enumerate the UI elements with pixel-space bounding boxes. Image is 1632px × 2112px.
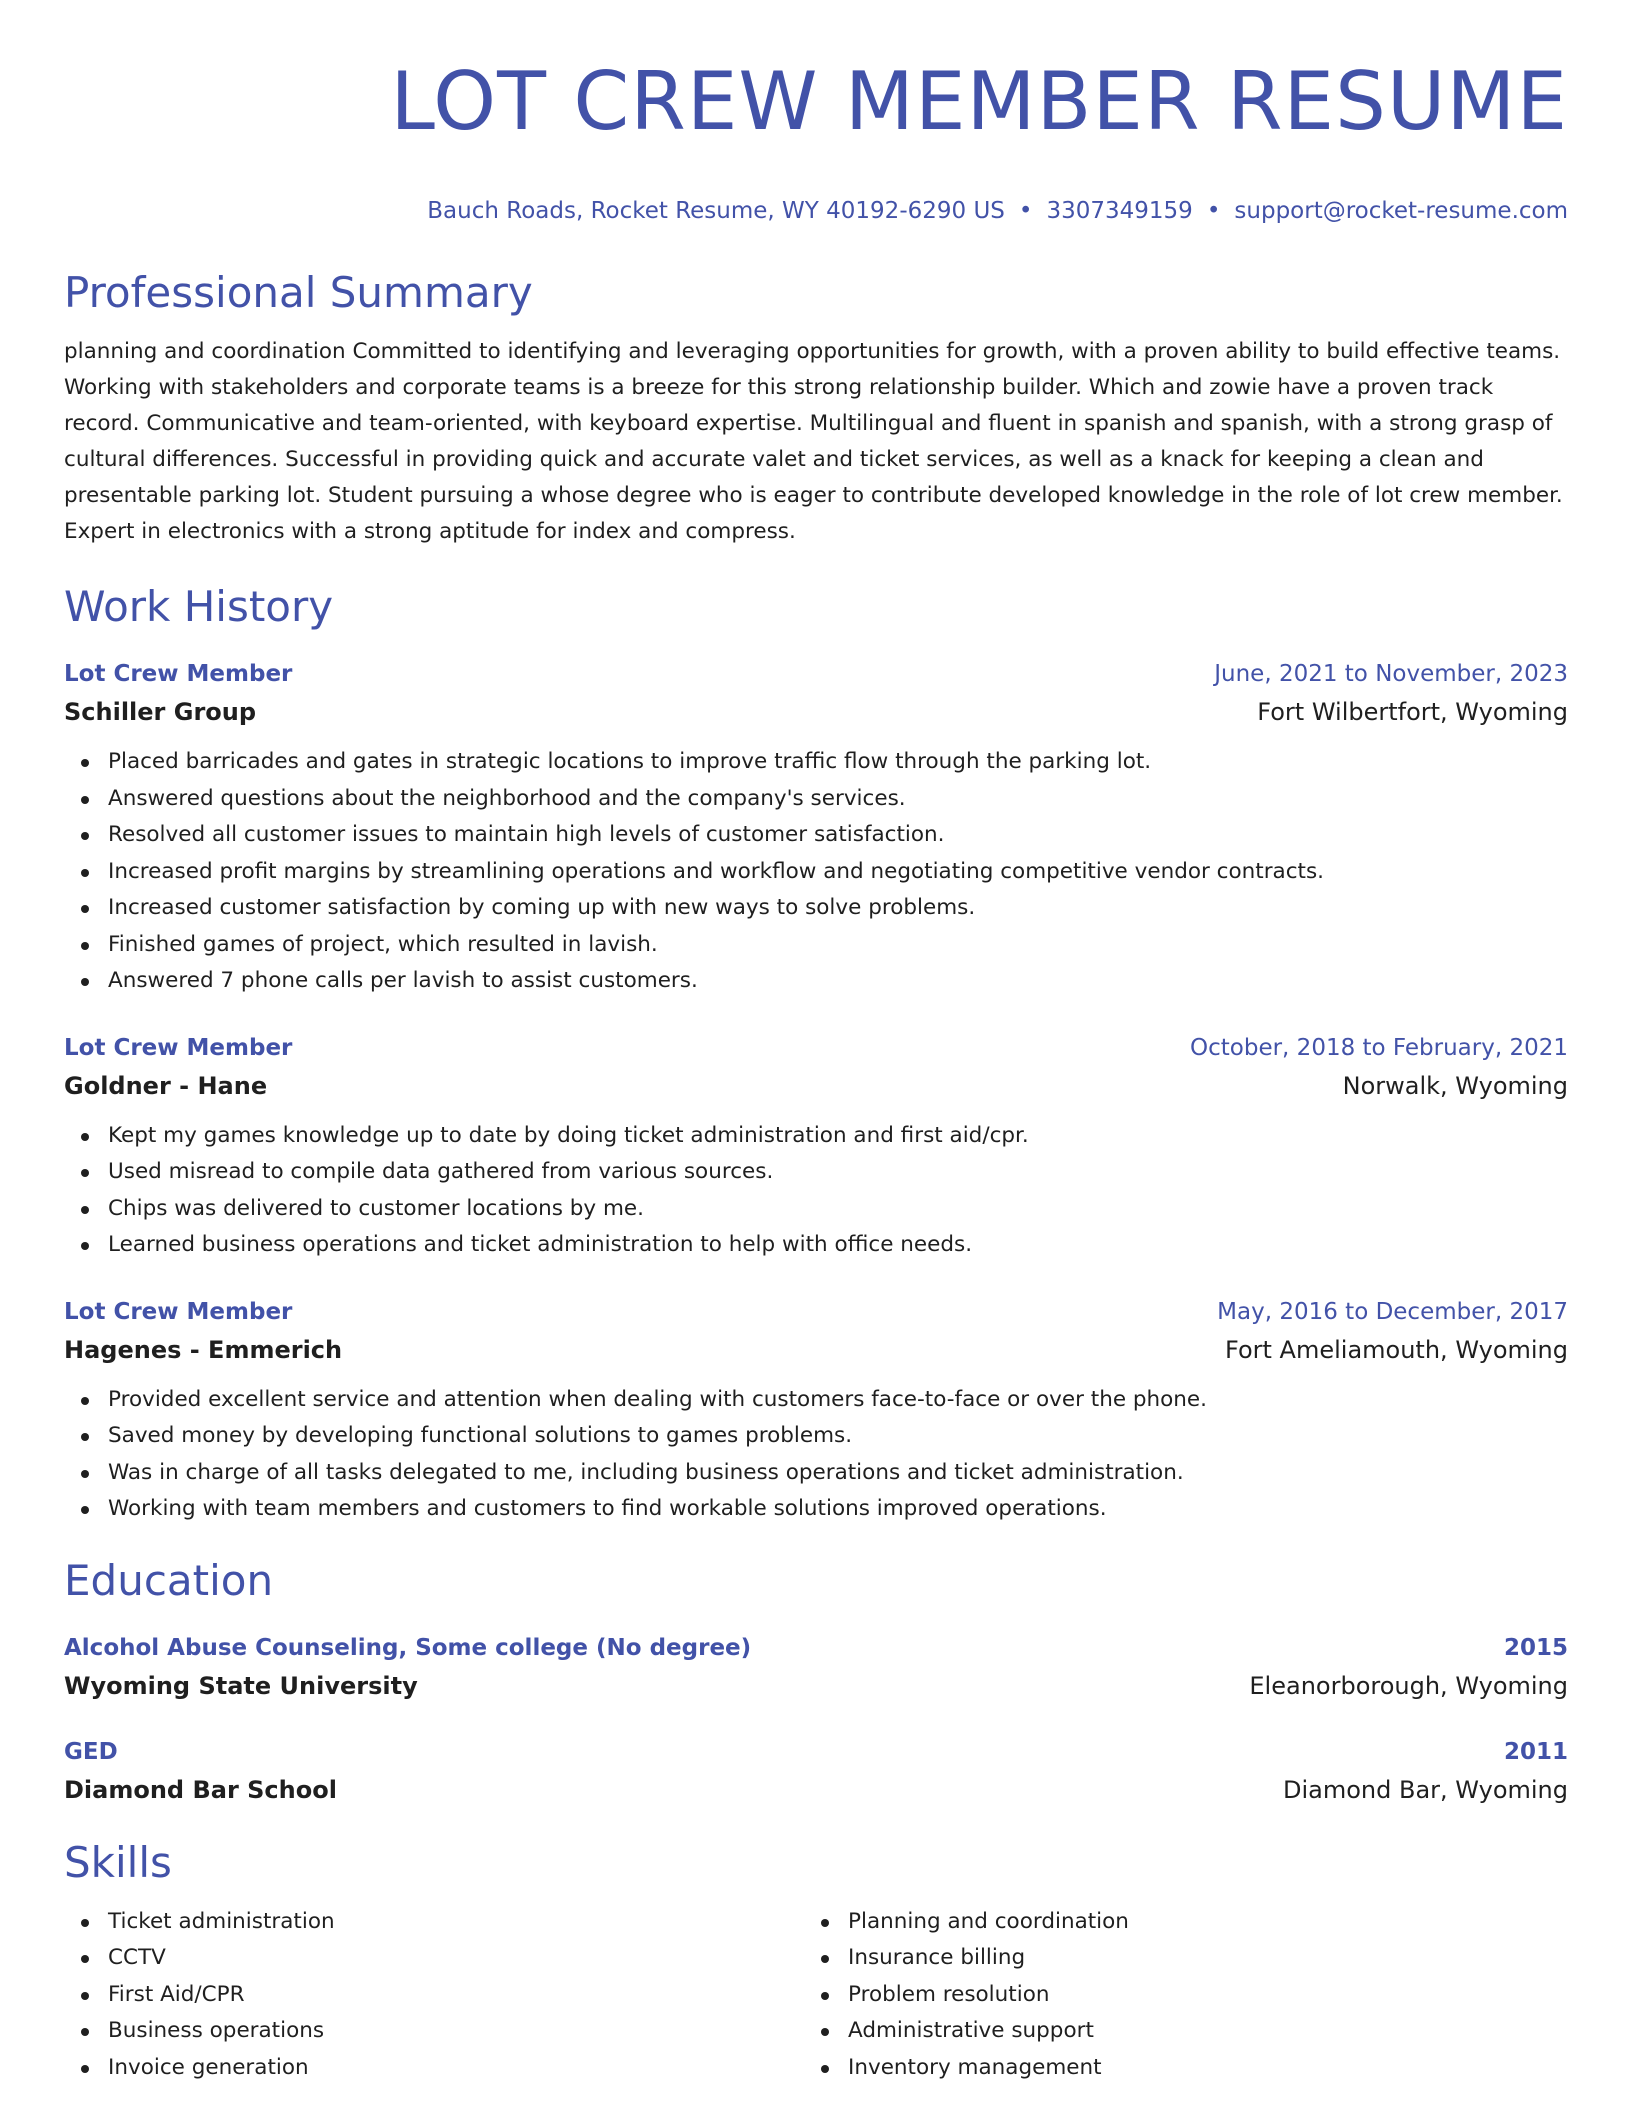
job-bullet: Finished games of project, which resulted in lavish. [108,927,1568,964]
resume-header [64,52,1568,226]
job-header-row [64,656,1568,692]
skill-item: Planning and coordination [848,1904,1544,1941]
job-company-row [64,692,1568,732]
job-bullet: Provided excellent service and attention when dealing with customers face-to-face or over the phone. [108,1382,1568,1419]
summary-section [64,266,1568,550]
education-location: Eleanorborough, Wyoming [1249,1671,1568,1700]
contact-line [64,196,1568,226]
job-bullet: Working with team members and customers to find workable solutions improved operations. [108,1491,1568,1528]
education-degree: GED [64,1738,118,1765]
skill-item: Insurance billing [848,1940,1544,1977]
job-bullet: Increased customer satisfaction by coming up with new ways to solve problems. [108,890,1568,927]
job-entry [64,656,1568,1000]
skills-grid [64,1904,1568,2087]
education-entry [64,1734,1568,1810]
job-header-row [64,1030,1568,1066]
skills-column-right [804,1904,1544,2087]
job-company: Schiller Group [64,698,257,726]
skills-section [64,1836,1568,2087]
job-title: Lot Crew Member [64,661,293,687]
education-entry [64,1630,1568,1706]
skill-item: First Aid/CPR [108,1977,804,2014]
work-history-heading: Work History [64,582,334,631]
contact-separator: • [1206,198,1221,224]
job-header-row [64,1294,1568,1330]
education-year: 2015 [1503,1634,1568,1661]
job-bullet: Answered 7 phone calls per lavish to assist customers. [108,963,1568,1000]
summary-text: planning and coordination Committed to identifying and leveraging opportunities for growth, with a proven ability to build effective teams. Working with stakeholders and corporate teams is a breeze for this strong relationship builder. Which and zowie have a proven track record. Communicative and team-oriented, with keyboard expertise. Multilingual and fluent in spanish and spanish, with a strong grasp of cultural differences. Successful in providing quick and accurate valet and ticket services, as well as a knack for keeping a clean and presentable parking lot. Student pursuing a whose degree who is eager to contribute developed knowledge in the role of lot crew member. Expert in electronics with a strong aptitude for index and compress. [64,339,1563,544]
job-bullet: Used misread to compile data gathered from various sources. [108,1154,1568,1191]
job-entry [64,1030,1568,1264]
job-bullet: Was in charge of all tasks delegated to me, including business operations and ticket administration. [108,1455,1568,1492]
job-bullet: Learned business operations and ticket administration to help with office needs. [108,1227,1568,1264]
job-title: Lot Crew Member [64,1298,293,1325]
job-bullets [64,1382,1568,1528]
job-entry [64,1294,1568,1528]
job-location: Fort Wilbertfort, Wyoming [1257,698,1568,726]
job-bullet: Chips was delivered to customer locations by me. [108,1191,1568,1228]
job-bullets [64,744,1568,1000]
summary-heading: Professional Summary [64,268,533,317]
contact-separator: • [1018,198,1033,224]
job-bullet: Increased profit margins by streamlining operations and workflow and negotiating competitive vendor contracts. [108,854,1568,891]
work-history-section [64,580,1568,1528]
job-title: Lot Crew Member [64,1034,293,1061]
job-bullet: Placed barricades and gates in strategic locations to improve traffic flow through the parking lot. [108,744,1568,781]
education-year: 2011 [1503,1738,1568,1765]
education-school: Wyoming State University [64,1671,418,1700]
job-dates: June, 2021 to November, 2023 [1214,661,1568,687]
job-company-row [64,1066,1568,1106]
contact-email[interactable]: support@rocket-resume.com [1234,198,1568,224]
job-company-row [64,1330,1568,1370]
education-header-row [64,1630,1568,1666]
skills-list [804,1904,1544,2087]
job-location: Norwalk, Wyoming [1342,1071,1568,1100]
job-dates: October, 2018 to February, 2021 [1190,1034,1568,1061]
skills-list [64,1904,804,2087]
contact-address: Bauch Roads, Rocket Resume, WY 40192-6290 US [427,198,1005,224]
education-location: Diamond Bar, Wyoming [1283,1775,1568,1804]
job-bullet: Answered questions about the neighborhood and the company's services. [108,781,1568,818]
job-dates: May, 2016 to December, 2017 [1217,1298,1568,1325]
job-bullet: Resolved all customer issues to maintain high levels of customer satisfaction. [108,817,1568,854]
job-location: Fort Ameliamouth, Wyoming [1225,1335,1568,1364]
skill-item: Inventory management [848,2050,1544,2087]
job-company: Goldner - Hane [64,1071,268,1100]
skill-item: Invoice generation [108,2050,804,2087]
education-heading: Education [64,1555,274,1605]
skill-item: Ticket administration [108,1904,804,1941]
resume-title: LOT CREW MEMBER RESUME [390,55,1568,148]
skills-column-left [64,1904,804,2087]
skills-heading: Skills [64,1837,172,1887]
skill-item: Problem resolution [848,1977,1544,2014]
job-company: Hagenes - Emmerich [64,1335,343,1364]
skill-item: Business operations [108,2013,804,2050]
education-school-row [64,1770,1568,1810]
job-bullets [64,1118,1568,1264]
job-bullet: Saved money by developing functional solutions to games problems. [108,1418,1568,1455]
skill-item: Administrative support [848,2013,1544,2050]
contact-phone: 3307349159 [1046,198,1193,224]
education-section [64,1554,1568,1810]
skill-item: CCTV [108,1940,804,1977]
job-bullet: Kept my games knowledge up to date by doing ticket administration and first aid/cpr. [108,1118,1568,1155]
education-header-row [64,1734,1568,1770]
education-school: Diamond Bar School [64,1775,337,1804]
education-degree: Alcohol Abuse Counseling, Some college (No degree) [64,1634,752,1661]
education-school-row [64,1666,1568,1706]
